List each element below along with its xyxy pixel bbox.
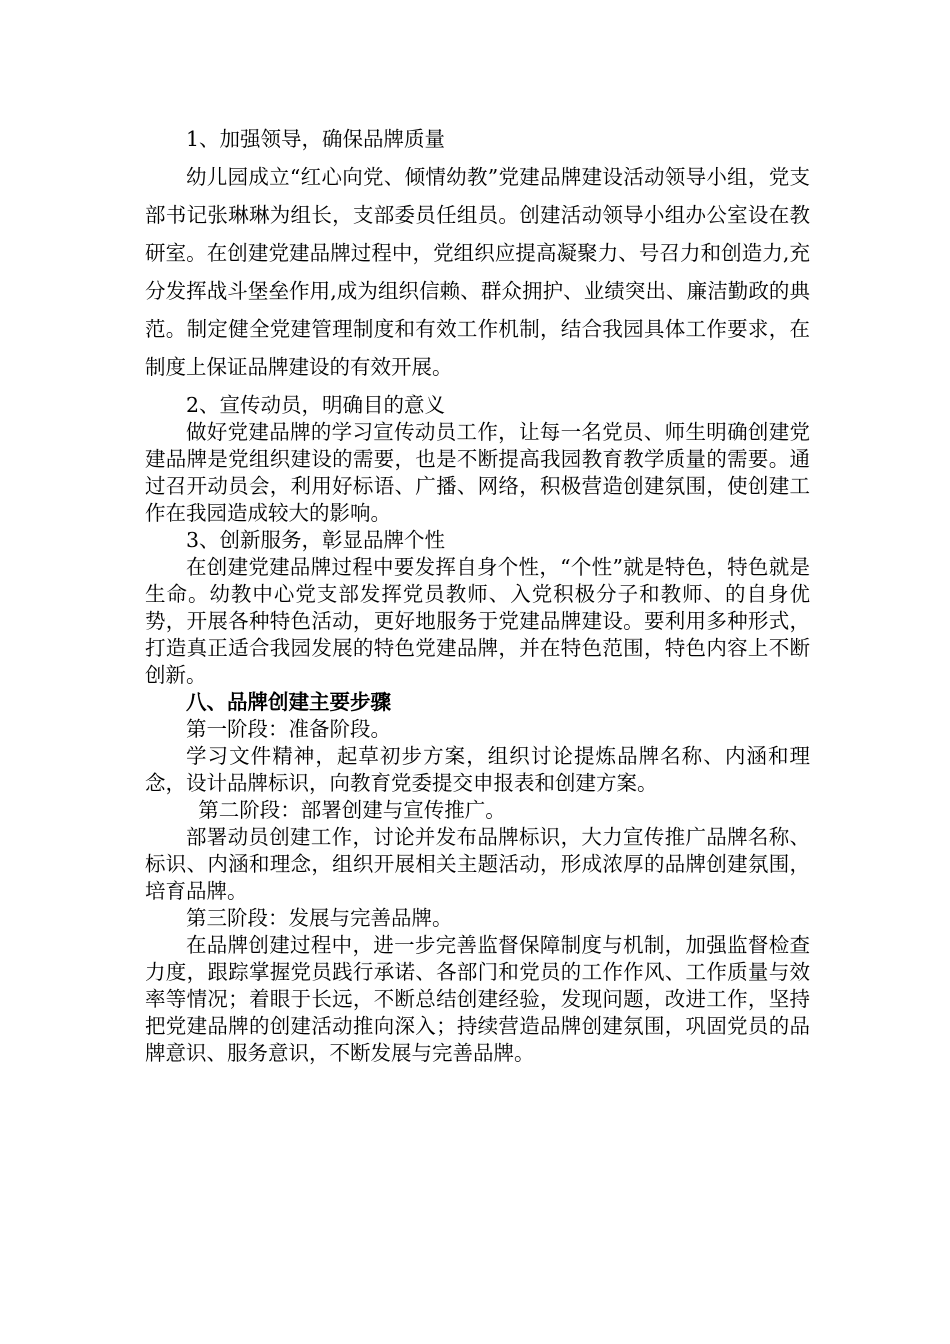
stage-one-title: 第一阶段：准备阶段。: [186, 717, 391, 741]
paragraph-publicity: 做好党建品牌的学习宣传动员工作，让每一名党员、师生明确创建党建品牌是党组织建设的需要，也是不断提高我园教育教学质量的需要。通过召开动员会，利用好标语、广播、网络，积极营造创建氛围，使创建工作在我园造成较大的影响。: [145, 420, 810, 525]
stage-three-title: 第三阶段：发展与完善品牌。: [186, 906, 453, 930]
subheading-leadership: 1、加强领导，确保品牌质量: [186, 127, 446, 151]
section-main: [145, 392, 810, 1067]
subheading-innovation: 3、创新服务，彰显品牌个性: [186, 528, 446, 552]
stage-three-text: 在品牌创建过程中，进一步完善监督保障制度与机制，加强监督检查力度，跟踪掌握党员践行承诺、各部门和党员的工作作风、工作质量与效率等情况；着眼于长远，不断总结创建经验，发现问题，改进工作，坚持把党建品牌的创建活动推向深入；持续营造品牌创建氛围，巩固党员的品牌意识、服务意识，不断发展与完善品牌。: [145, 933, 810, 1065]
stage-two-text: 部署动员创建工作，讨论并发布品牌标识，大力宣传推广品牌名称、标识、内涵和理念，组织开展相关主题活动，形成浓厚的品牌创建氛围，培育品牌。: [145, 825, 810, 903]
paragraph-leadership: 幼儿园成立“红心向党、倾情幼教”党建品牌建设活动领导小组，党支部书记张琳琳为组长，支部委员任组员。创建活动领导小组办公室设在教研室。在创建党建品牌过程中，党组织应提高凝聚力、号召力和创造力,充分发挥战斗堡垒作用,成为组织信赖、群众拥护、业绩突出、廉洁勤政的典范。制定健全党建管理制度和有效工作机制，结合我园具体工作要求，在制度上保证品牌建设的有效开展。: [145, 165, 810, 379]
subheading-publicity: 2、宣传动员，明确目的意义: [186, 393, 446, 417]
paragraph-innovation: 在创建党建品牌过程中要发挥自身个性，“个性”就是特色，特色就是生命。幼教中心党支部发挥党员教师、入党积极分子和教师、的自身优势，开展各种特色活动，更好地服务于党建品牌建设。要利用多种形式，打造真正适合我园发展的特色党建品牌，并在特色范围，特色内容上不断创新。: [145, 555, 810, 687]
stage-one-text: 学习文件精神，起草初步方案，组织讨论提炼品牌名称、内涵和理念，设计品牌标识，向教育党委提交申报表和创建方案。: [145, 744, 810, 795]
document-page: [145, 120, 810, 1067]
section-leadership: [145, 120, 810, 386]
section-heading-steps: 八、品牌创建主要步骤: [186, 690, 391, 714]
stage-two-title: 第二阶段：部署创建与宣传推广。: [198, 798, 506, 822]
